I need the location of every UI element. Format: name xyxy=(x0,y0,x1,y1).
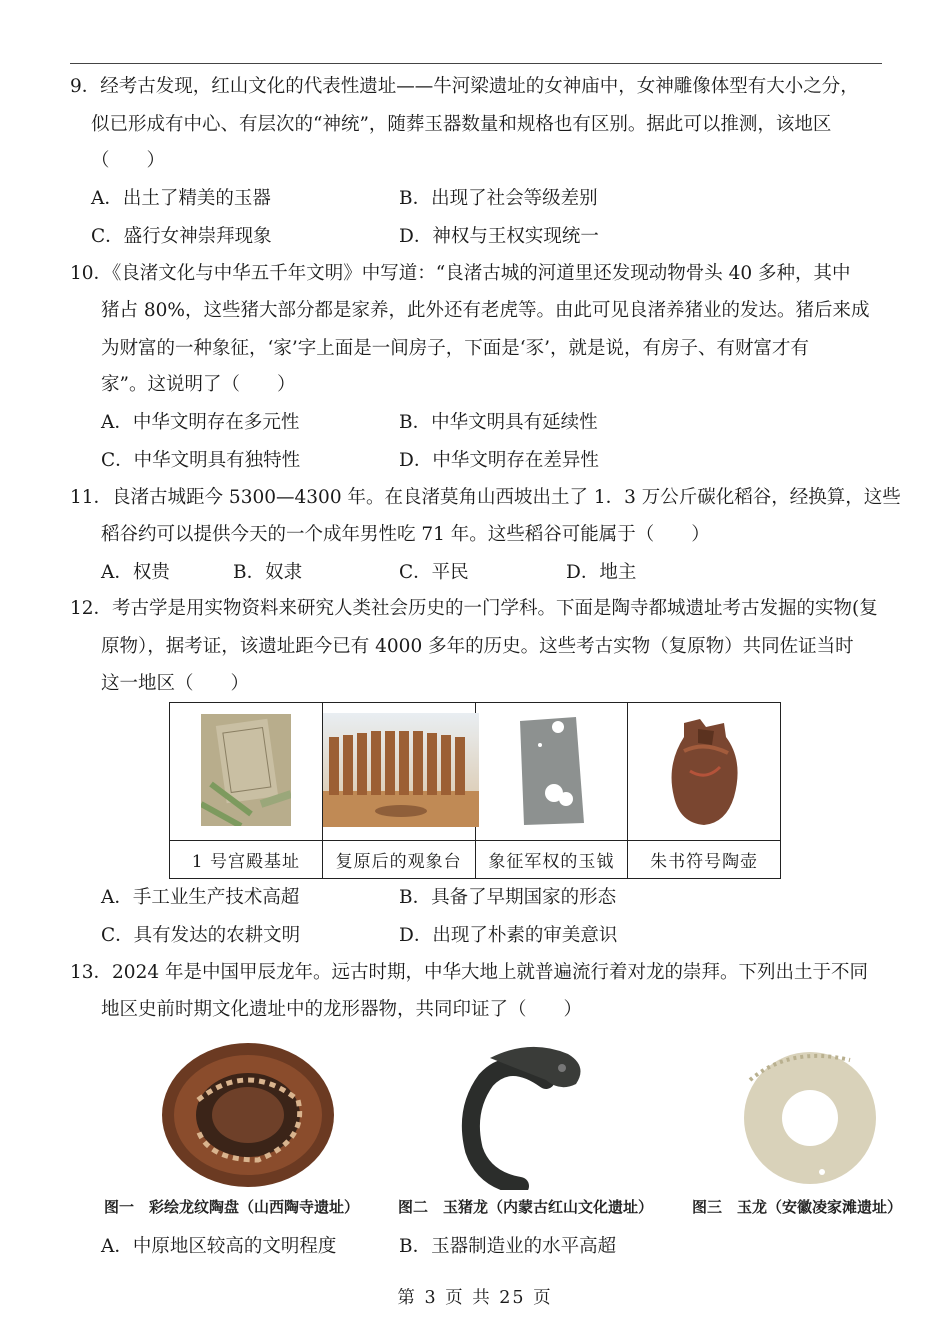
table-caption-observatory: 复原后的观象台 xyxy=(322,841,475,879)
q11-option-d: D．地主 xyxy=(566,562,637,583)
q13-option-a: A．中原地区较高的文明程度 xyxy=(101,1236,337,1257)
figure-caption-3: 图三 玉龙（安徽凌家滩遗址） xyxy=(692,1198,903,1216)
q13-line-2: 地区史前时期文化遗址中的龙形器物，共同印证了（ ） xyxy=(101,999,583,1020)
q10-line-1: 10．《良渚文化与中华五千年文明》中写道：“良渚古城的河道里还发现动物骨头 40 多种，其中 xyxy=(70,263,851,284)
q11-option-a: A．权贵 xyxy=(101,562,170,583)
observatory-photo xyxy=(323,713,479,827)
jade-axe-photo xyxy=(506,711,596,829)
q11-line-1: 11．良渚古城距今 5300—4300 年。在良渚莫角山西坡出土了 1．3 万公斤碳化稻谷，经换算，这些 xyxy=(70,487,901,508)
q9-line-1: 9．经考古发现，红山文化的代表性遗址——牛河梁遗址的女神庙中，女神雕像体型有大小之分， xyxy=(70,76,859,97)
q9-option-a: A．出土了精美的玉器 xyxy=(91,188,271,209)
q9-option-c: C．盛行女神崇拜现象 xyxy=(91,226,272,247)
q10-option-c: C．中华文明具有独特性 xyxy=(101,450,301,471)
palace-foundation-photo xyxy=(201,714,291,826)
jade-axe-cell xyxy=(475,703,628,841)
q9-option-b: B．出现了社会等级差别 xyxy=(399,188,598,209)
q12-line-1: 12．考古学是用实物资料来研究人类社会历史的一门学科。下面是陶寺都城遗址考古发掘的实物(复 xyxy=(70,598,878,619)
q10-line-4: 家”。这说明了（ ） xyxy=(101,374,296,395)
q12-line-3: 这一地区（ ） xyxy=(101,673,250,694)
painted-dragon-plate-photo xyxy=(158,1040,338,1190)
palace-foundation-cell xyxy=(170,703,323,841)
pottery-pot-photo xyxy=(654,711,754,829)
q11-option-c: C．平民 xyxy=(399,562,469,583)
page-footer: 第 3 页 共 25 页 xyxy=(397,1288,553,1308)
q10-option-a: A．中华文明存在多元性 xyxy=(101,412,300,433)
q11-option-b: B．奴隶 xyxy=(233,562,303,583)
q9-line-2: 似已形成有中心、有层次的“神统”，随葬玉器数量和规格也有区别。据此可以推测，该地区 xyxy=(91,114,832,135)
observatory-cell xyxy=(322,703,475,841)
jade-dragon-ring-photo xyxy=(730,1040,890,1190)
figure-caption-2: 图二 玉猪龙（内蒙古红山文化遗址） xyxy=(398,1198,654,1216)
q12-option-a: A．手工业生产技术高超 xyxy=(101,887,300,908)
pottery-pot-cell xyxy=(628,703,781,841)
q10-line-3: 为财富的一种象征，‘家’字上面是一间房子，下面是‘豕’，就是说，有房子、有财富才有 xyxy=(101,338,810,359)
figure-caption-1: 图一 彩绘龙纹陶盘（山西陶寺遗址） xyxy=(104,1198,360,1216)
q12-line-2: 原物），据考证，该遗址距今已有 4000 多年的历史。这些考古实物（复原物）共同佐证当时 xyxy=(101,636,854,657)
q13-line-1: 13．2024 年是中国甲辰龙年。远古时期，中华大地上就普遍流行着对龙的崇拜。下列出土于不同 xyxy=(70,962,869,983)
q10-option-d: D．中华文明存在差异性 xyxy=(399,450,599,471)
q13-option-b: B．玉器制造业的水平高超 xyxy=(399,1236,617,1257)
q10-line-2: 猪占 80%，这些猪大部分都是家养，此外还有老虎等。由此可见良渚养猪业的发达。猪后来成 xyxy=(101,300,870,321)
table-caption-pottery: 朱书符号陶壶 xyxy=(628,841,781,879)
q12-option-c: C．具有发达的农耕文明 xyxy=(101,925,301,946)
q12-option-d: D．出现了朴素的审美意识 xyxy=(399,925,618,946)
q10-option-b: B．中华文明具有延续性 xyxy=(399,412,598,433)
q12-artifact-table xyxy=(169,702,781,879)
q12-option-b: B．具备了早期国家的形态 xyxy=(399,887,617,908)
q11-line-2: 稻谷约可以提供今天的一个成年男性吃 71 年。这些稻谷可能属于（ ） xyxy=(101,524,710,545)
table-caption-palace: 1 号宫殿基址 xyxy=(170,841,323,879)
header-rule xyxy=(70,63,882,64)
q9-option-d: D．神权与王权实现统一 xyxy=(399,226,599,247)
jade-pig-dragon-photo xyxy=(450,1040,600,1190)
q9-line-3: （ ） xyxy=(91,150,166,171)
table-caption-jade-axe: 象征军权的玉钺 xyxy=(475,841,628,879)
